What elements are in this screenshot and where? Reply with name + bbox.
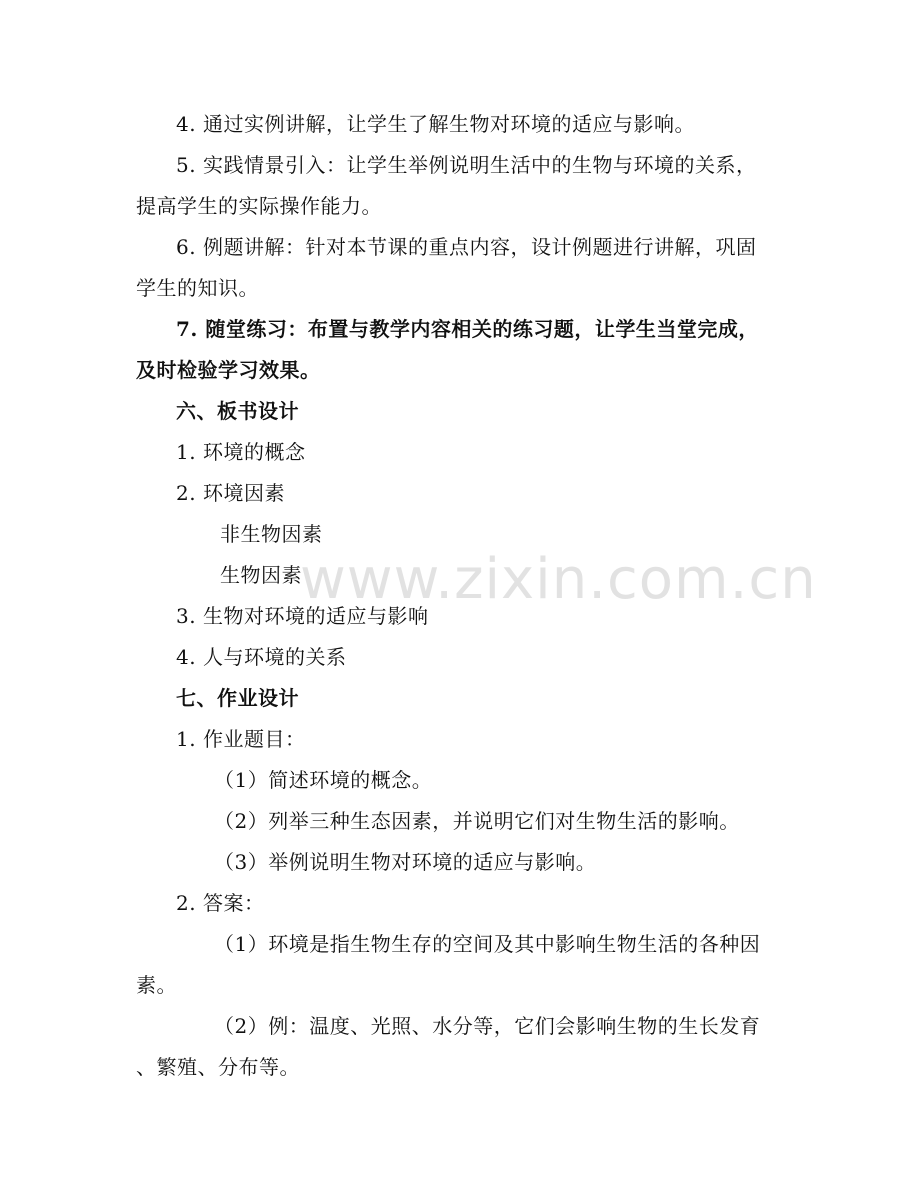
homework-question-2: （2）列举三种生态因素，并说明它们对生物生活的影响。 [214,809,740,833]
homework-questions-title: 1. 作业题目： [176,727,306,751]
paragraph-step-6-line-1: 6. 例题讲解：针对本节课的重点内容，设计例题进行讲解，巩固 [176,235,757,259]
board-item-1: 1. 环境的概念 [176,440,306,464]
paragraph-step-7-line-2: 及时检验学习效果。 [136,358,321,382]
watermark: www.zixin.com.cn [300,547,817,612]
section-heading-homework: 七、作业设计 [176,686,299,710]
paragraph-step-7-line-1: 7. 随堂练习：布置与教学内容相关的练习题，让学生当堂完成， [176,317,759,341]
board-item-4: 4. 人与环境的关系 [176,645,347,669]
board-subitem-2: 生物因素 [220,563,302,587]
homework-answer-1-line-1: （1）环境是指生物生存的空间及其中影响生物生活的各种因 [214,932,761,956]
homework-question-3: （3）举例说明生物对环境的适应与影响。 [214,850,597,874]
board-item-3: 3. 生物对环境的适应与影响 [176,604,429,628]
homework-answer-2-line-2: 、繁殖、分布等。 [136,1055,300,1079]
board-subitem-1: 非生物因素 [220,522,323,546]
homework-question-1: （1）简述环境的概念。 [214,768,433,792]
homework-answers-title: 2. 答案： [176,891,265,915]
homework-answer-1-line-2: 素。 [136,973,177,997]
paragraph-step-4: 4. 通过实例讲解，让学生了解生物对环境的适应与影响。 [176,112,695,136]
paragraph-step-5-line-1: 5. 实践情景引入：让学生举例说明生活中的生物与环境的关系， [176,153,757,177]
homework-answer-2-line-1: （2）例：温度、光照、水分等，它们会影响生物的生长发育 [214,1014,761,1038]
paragraph-step-6-line-2: 学生的知识。 [136,276,259,300]
paragraph-step-5-line-2: 提高学生的实际操作能力。 [136,194,382,218]
section-heading-board-design: 六、板书设计 [176,399,299,423]
board-item-2: 2. 环境因素 [176,481,285,505]
